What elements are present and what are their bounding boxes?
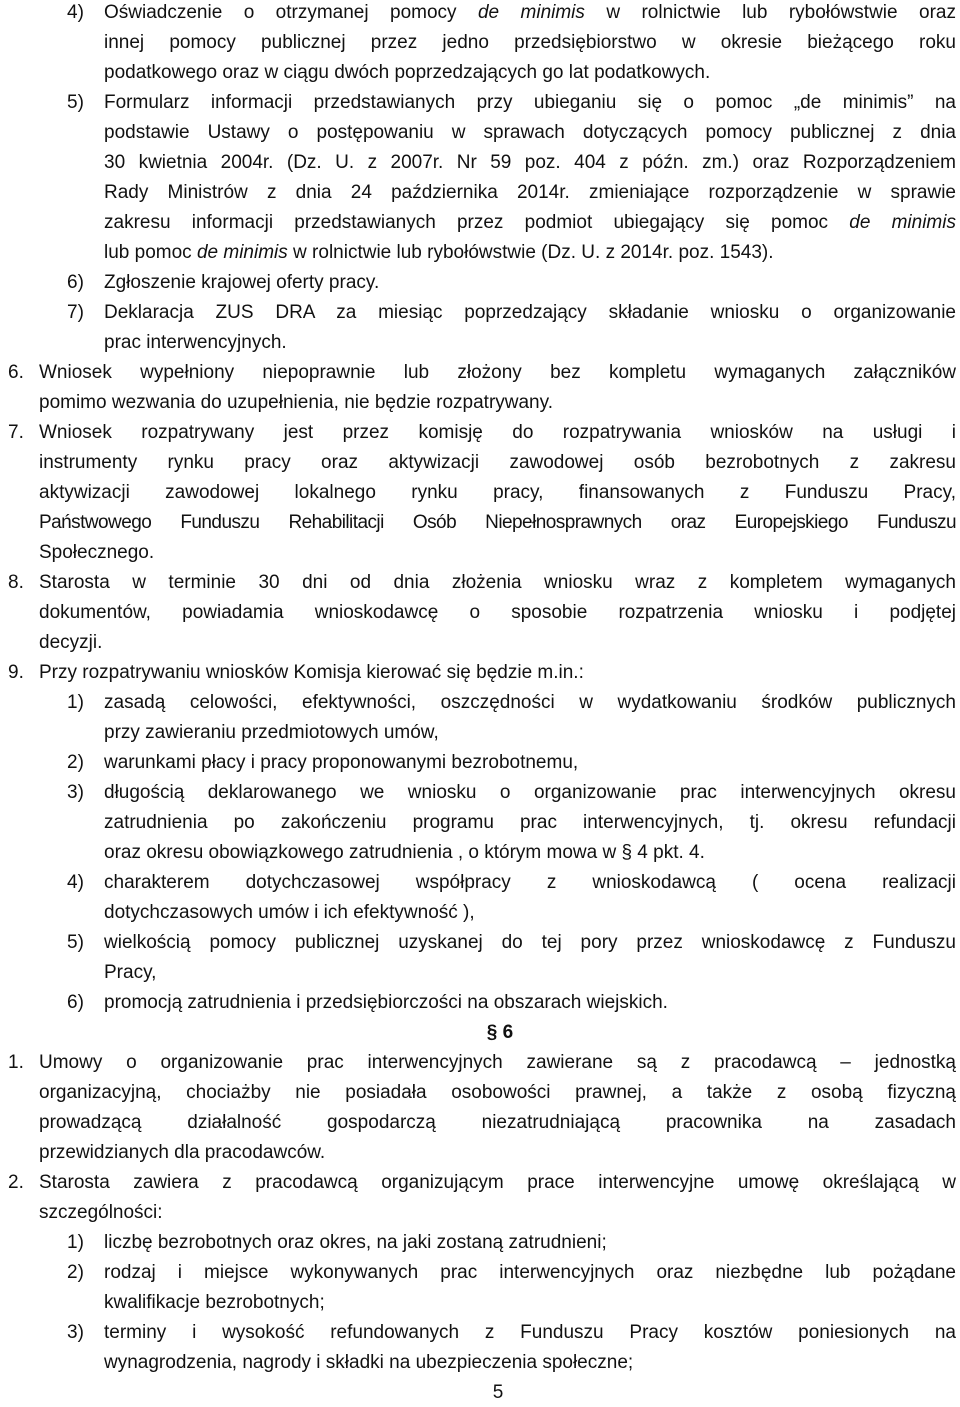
paragraph-text: organizacyjną, chociażby nie posiadała osobowości prawnej, a także z osobą fizyczną: [39, 1082, 956, 1103]
list-item-text: wynagrodzenia, nagrody i składki na ubezpieczenia społeczne;: [104, 1352, 634, 1373]
list-number: 2): [67, 1262, 84, 1283]
paragraph-text: aktywizacji zawodowej lokalnego rynku pracy, finansowanych z Funduszu Pracy,: [39, 482, 956, 503]
paragraph-text: przewidzianych dla pracodawców.: [39, 1142, 326, 1163]
list-number: 7): [67, 302, 84, 323]
text-run: w rolnictwie lub rybołówstwie oraz: [584, 2, 956, 23]
list-item-text: Pracy,: [104, 962, 157, 983]
list-item-text: Deklaracja ZUS DRA za miesiąc poprzedzający składanie wniosku o organizowanie: [104, 302, 956, 323]
list-number: 3): [67, 782, 84, 803]
page-number: 5: [492, 1382, 504, 1403]
list-number: 4): [67, 2, 84, 23]
text-run: lub pomoc: [104, 242, 197, 263]
list-item-text: [104, 241, 774, 265]
text-run: zakresu informacji przedstawianych przez podmiot ubiegający się pomoc: [104, 212, 850, 233]
paragraph-text: Przy rozpatrywaniu wniosków Komisja kierować się będzie m.in.:: [39, 662, 584, 683]
list-item-text: podstawie Ustawy o postępowaniu w sprawach dotyczących pomocy publicznej z dnia: [104, 122, 956, 143]
list-item-text: terminy i wysokość refundowanych z Funduszu Pracy kosztów poniesionych na: [104, 1322, 956, 1343]
italic-term: de minimis: [849, 212, 956, 233]
section-heading: § 6: [486, 1022, 514, 1043]
list-item-text: przy zawieraniu przedmiotowych umów,: [104, 722, 439, 743]
list-item-text: charakterem dotychczasowej współpracy z wnioskodawcą ( ocena realizacji: [104, 872, 956, 893]
list-item-text: dotychczasowych umów i ich efektywność ),: [104, 902, 475, 923]
list-item-text: warunkami płacy i pracy proponowanymi bezrobotnemu,: [104, 752, 579, 773]
paragraph-text: Społecznego.: [39, 542, 155, 563]
paragraph-text: Wniosek wypełniony niepoprawnie lub złożony bez kompletu wymaganych załączników: [39, 362, 956, 383]
list-number: 2): [67, 752, 84, 773]
list-item-text: rodzaj i miejsce wykonywanych prac interwencyjnych oraz niezbędne lub pożądane: [104, 1262, 956, 1283]
list-item-text: innej pomocy publicznej przez jedno przedsiębiorstwo w okresie bieżącego roku: [104, 32, 956, 53]
paragraph-number: 2.: [8, 1172, 24, 1193]
list-number: 6): [67, 992, 84, 1013]
list-item-text: wielkością pomocy publicznej uzyskanej do tej pory przez wnioskodawcę z Funduszu: [104, 932, 956, 953]
italic-term: de minimis: [196, 242, 288, 263]
list-number: 6): [67, 272, 84, 293]
paragraph-text: Umowy o organizowanie prac interwencyjnych zawierane są z pracodawcą – jednostką: [39, 1052, 956, 1073]
paragraph-text: szczególności:: [39, 1202, 163, 1223]
paragraph-text: prowadzącą działalność gospodarczą niezatrudniającą pracownika na zasadach: [39, 1112, 956, 1133]
list-item-text: długością deklarowanego we wniosku o organizowanie prac interwencyjnych okresu: [104, 782, 956, 803]
list-item-text: kwalifikacje bezrobotnych;: [104, 1292, 325, 1313]
italic-term: de minimis: [477, 2, 585, 23]
paragraph-number: 7.: [8, 422, 24, 443]
list-item-text: Rady Ministrów z dnia 24 października 2014r. zmieniające rozporządzenie w sprawie: [104, 182, 956, 203]
paragraph-number: 9.: [8, 662, 24, 683]
paragraph-text: instrumenty rynku pracy oraz aktywizacji zawodowej osób bezrobotnych z zakresu: [39, 452, 956, 473]
list-item-text: [104, 1, 956, 25]
paragraph-text: dokumentów, powiadamia wnioskodawcę o sposobie rozpatrzenia wniosku i podjętej: [39, 602, 956, 623]
list-number: 1): [67, 692, 84, 713]
list-item-text: promocją zatrudnienia i przedsiębiorczości na obszarach wiejskich.: [104, 992, 668, 1013]
paragraph-number: 1.: [8, 1052, 24, 1073]
text-run: w rolnictwie lub rybołówstwie (Dz. U. z 2014r. poz. 1543).: [287, 242, 774, 263]
list-item-text: oraz okresu obowiązkowego zatrudnienia , o którym mowa w § 4 pkt. 4.: [104, 842, 705, 863]
text-run: Oświadczenie o otrzymanej pomocy: [104, 2, 478, 23]
paragraph-number: 8.: [8, 572, 24, 593]
list-item-text: liczbę bezrobotnych oraz okres, na jaki zostaną zatrudnieni;: [104, 1232, 607, 1253]
paragraph-text: Starosta zawiera z pracodawcą organizującym prace interwencyjne umowę określającą w: [39, 1172, 956, 1193]
paragraph-text: Państwowego Funduszu Rehabilitacji Osób Niepełnosprawnych oraz Europejskiego Funduszu: [39, 512, 956, 533]
list-item-text: 30 kwietnia 2004r. (Dz. U. z 2007r. Nr 59 poz. 404 z późn. zm.) oraz Rozporządzeniem: [104, 152, 956, 173]
list-item-text: zasadą celowości, efektywności, oszczędności w wydatkowaniu środków publicznych: [104, 692, 956, 713]
list-item-text: prac interwencyjnych.: [104, 332, 287, 353]
list-number: 5): [67, 92, 84, 113]
list-number: 5): [67, 932, 84, 953]
list-number: 1): [67, 1232, 84, 1253]
list-item-text: podatkowego oraz w ciągu dwóch poprzedzających go lat podatkowych.: [104, 62, 711, 83]
list-number: 3): [67, 1322, 84, 1343]
paragraph-number: 6.: [8, 362, 24, 383]
list-item-text: [104, 211, 956, 235]
list-item-text: Formularz informacji przedstawianych przy ubieganiu się o pomoc „de minimis” na: [104, 92, 956, 113]
list-item-text: Zgłoszenie krajowej oferty pracy.: [104, 272, 380, 293]
paragraph-text: pomimo wezwania do uzupełnienia, nie będzie rozpatrywany.: [39, 392, 553, 413]
list-item-text: zatrudnienia po zakończeniu programu prac interwencyjnych, tj. okresu refundacji: [104, 812, 956, 833]
paragraph-text: Wniosek rozpatrywany jest przez komisję do rozpatrywania wniosków na usługi i: [39, 422, 956, 443]
list-number: 4): [67, 872, 84, 893]
paragraph-text: Starosta w terminie 30 dni od dnia złożenia wniosku wraz z kompletem wymaganych: [39, 572, 956, 593]
paragraph-text: decyzji.: [39, 632, 103, 653]
